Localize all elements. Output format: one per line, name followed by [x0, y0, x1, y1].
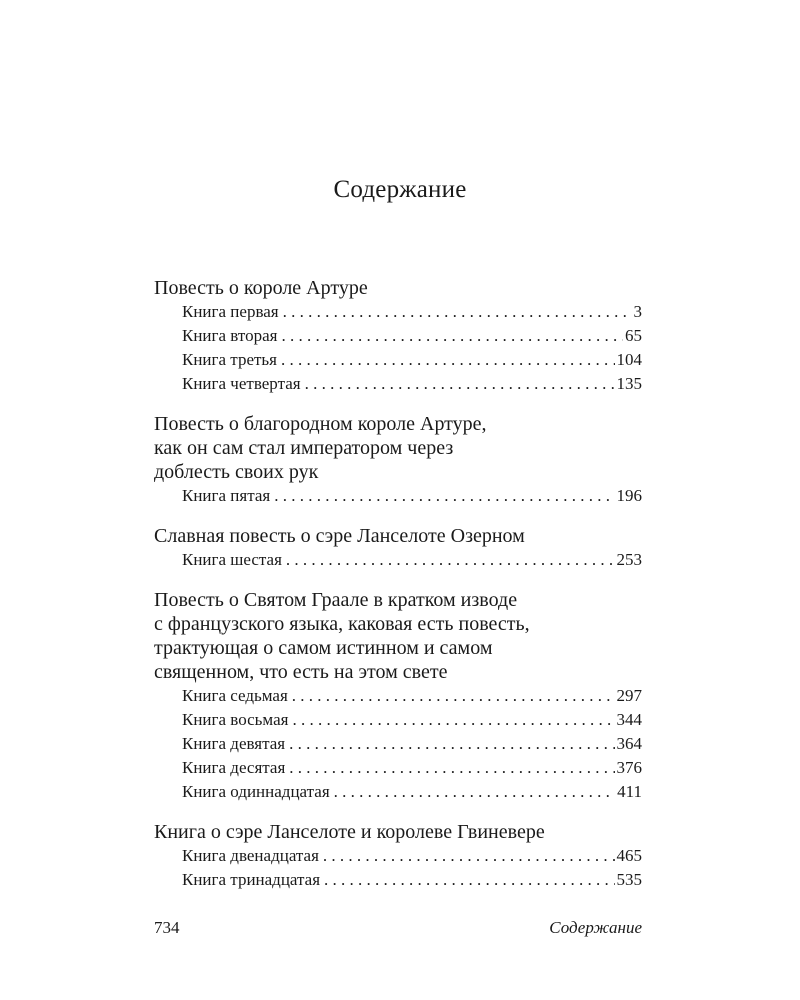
toc-entry[interactable] [154, 868, 642, 892]
toc-entry-label: Книга первая [182, 302, 279, 321]
dot-leader [283, 300, 632, 324]
toc-entry-label: Книга вторая [182, 326, 278, 345]
toc-section [154, 524, 642, 572]
page-title: Содержание [333, 176, 467, 203]
toc-entry-label: Книга третья [182, 350, 277, 369]
toc-section [154, 588, 642, 804]
toc-entry[interactable] [154, 708, 642, 732]
toc-entry-page: 411 [617, 782, 642, 801]
toc-entry-label: Книга десятая [182, 758, 286, 777]
toc-entry[interactable] [154, 756, 642, 780]
running-title: Содержание [549, 918, 642, 937]
section-title-line: как он сам стал императором через [154, 437, 454, 459]
section-title-line: Повесть о благородном короле Артуре, [154, 413, 487, 435]
toc-entry[interactable] [154, 372, 642, 396]
toc-section [154, 412, 642, 508]
toc-entry-label: Книга тринадцатая [182, 870, 321, 889]
toc-entry[interactable] [154, 324, 642, 348]
toc-entry-label: Книга девятая [182, 734, 286, 753]
toc-entry-page: 465 [616, 846, 642, 865]
dot-leader [274, 484, 614, 508]
section-title-line: священном, что есть на этом свете [154, 661, 448, 683]
dot-leader [334, 780, 615, 804]
toc-entry-label: Книга двенадцатая [182, 846, 319, 865]
dot-leader [292, 708, 614, 732]
section-title-line: Славная повесть о сэре Ланселоте Озерном [154, 525, 525, 547]
toc-entry-page: 104 [616, 350, 642, 369]
dot-leader [281, 324, 623, 348]
section-title-line: Повесть о короле Артуре [154, 277, 368, 299]
toc-entry[interactable] [154, 732, 642, 756]
page-number: 734 [154, 918, 180, 937]
toc-entry-page: 196 [616, 486, 642, 505]
toc-entry[interactable] [154, 300, 642, 324]
toc-entry-page: 3 [633, 302, 642, 321]
dot-leader [289, 756, 614, 780]
section-title-line: Книга о сэре Ланселоте и королеве Гвиневере [154, 821, 545, 843]
section-title-line: с французского языка, каковая есть повесть, [154, 613, 530, 635]
toc-entry-label: Книга одиннадцатая [182, 782, 330, 801]
dot-leader [281, 348, 615, 372]
toc-entry-page: 65 [625, 326, 642, 345]
toc-entry[interactable] [154, 684, 642, 708]
toc-entry-label: Книга восьмая [182, 710, 289, 729]
dot-leader [323, 844, 615, 868]
toc-entry-page: 253 [616, 550, 642, 569]
toc-section [154, 276, 642, 396]
section-title [154, 820, 642, 844]
dot-leader [286, 548, 615, 572]
section-title [154, 588, 642, 684]
table-of-contents [154, 276, 642, 908]
toc-entry-label: Книга четвертая [182, 374, 301, 393]
toc-entry[interactable] [154, 348, 642, 372]
toc-entry[interactable] [154, 844, 642, 868]
toc-entry-page: 297 [616, 686, 642, 705]
dot-leader [324, 868, 614, 892]
toc-entry-label: Книга пятая [182, 486, 271, 505]
toc-entry-page: 344 [616, 710, 642, 729]
toc-entry-page: 535 [616, 870, 642, 889]
section-title-line: доблесть своих рук [154, 461, 319, 483]
toc-entry[interactable] [154, 548, 642, 572]
toc-entry-label: Книга седьмая [182, 686, 288, 705]
toc-entry[interactable] [154, 484, 642, 508]
dot-leader [305, 372, 615, 396]
section-title [154, 412, 642, 484]
section-title-line: Повесть о Святом Граале в кратком изводе [154, 589, 518, 611]
toc-entry-label: Книга шестая [182, 550, 282, 569]
toc-entry-page: 376 [616, 758, 642, 777]
section-title [154, 524, 642, 548]
section-title-line: трактующая о самом истинном и самом [154, 637, 493, 659]
section-title [154, 276, 642, 300]
dot-leader [289, 732, 614, 756]
toc-entry-page: 135 [616, 374, 642, 393]
toc-entry-page: 364 [616, 734, 642, 753]
toc-entry[interactable] [154, 780, 642, 804]
toc-section [154, 820, 642, 892]
dot-leader [292, 684, 615, 708]
